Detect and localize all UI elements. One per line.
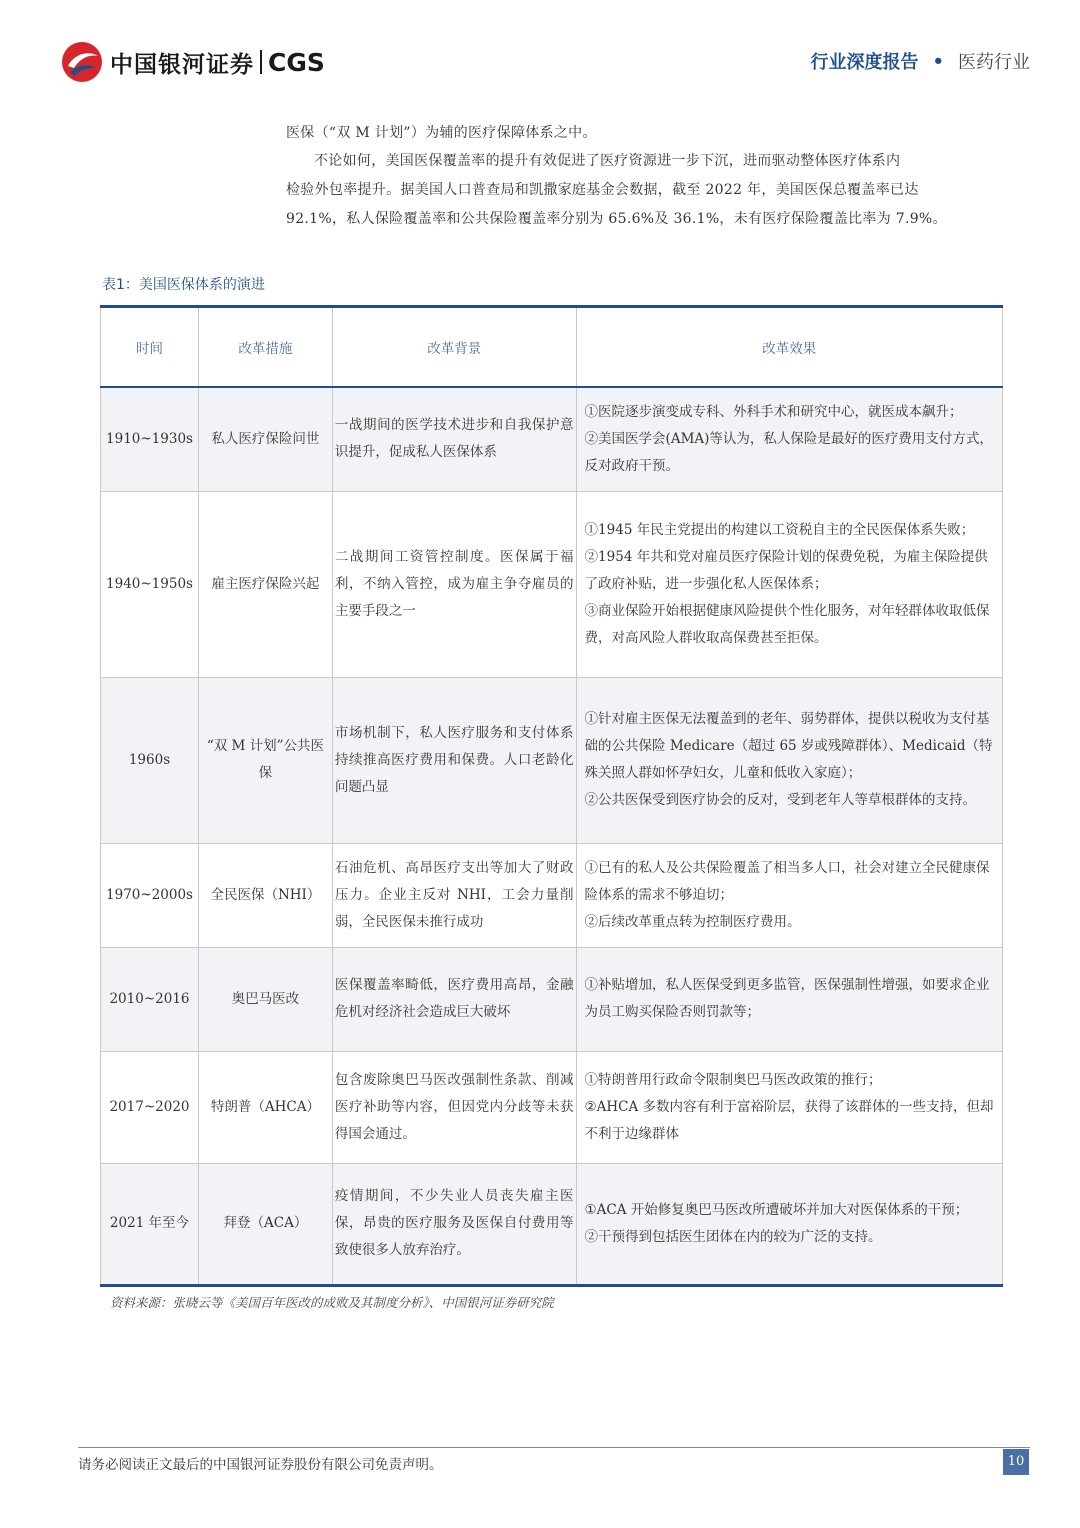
cell-background: 石油危机、高昂医疗支出等加大了财政压力。企业主反对 NHI，工会力量削弱，全民医保未推行成功 — [332, 843, 576, 947]
column-header: 改革背景 — [332, 307, 576, 388]
cell-measure: 拜登（ACA） — [198, 1163, 332, 1285]
table-row — [101, 1051, 1003, 1163]
effect-item: ②干预得到包括医生团体在内的较为广泛的支持。 — [584, 1228, 882, 1245]
cell-measure: 特朗普（AHCA） — [198, 1051, 332, 1163]
cell-background: 市场机制下，私人医疗服务和支付体系持续推高医疗费用和保费。人口老龄化问题凸显 — [332, 677, 576, 843]
effect-item: ②美国医学会(AMA)等认为，私人保险是最好的医疗费用支付方式，反对政府干预。 — [584, 430, 993, 474]
cell-effect — [576, 843, 1002, 947]
effect-item: ①1945 年民主党提出的构建以工资税自主的全民医保体系失败； — [584, 521, 975, 538]
effect-item: ①针对雇主医保无法覆盖到的老年、弱势群体，提供以税收为支付基础的公共保险 Medicare（超过 65 岁或残障群体）、Medicaid（特殊关照人群如怀孕妇女，儿童和低收入家庭）； — [584, 711, 993, 781]
cell-effect — [576, 1163, 1002, 1285]
cell-background: 二战期间工资管控制度。医保属于福利，不纳入管控，成为雇主争夺雇员的主要手段之一 — [332, 491, 576, 677]
table-title: 表1：美国医保体系的演进 — [102, 277, 265, 293]
table-row — [101, 947, 1003, 1051]
cell-time: 2010~2016 — [101, 947, 199, 1051]
table-source-note: 资料来源：张晓云等《美国百年医改的成败及其制度分析》、中国银河证券研究院 — [110, 1295, 554, 1310]
effect-item: ②后续改革重点转为控制医疗费用。 — [584, 913, 801, 930]
cell-effect — [576, 677, 1002, 843]
cell-effect — [576, 491, 1002, 677]
paragraph-line: 92.1%，私人保险覆盖率和公共保险覆盖率分别为 65.6%及 36.1%，未有医疗保险覆盖比率为 7.9%。 — [286, 211, 947, 227]
table-row — [101, 491, 1003, 677]
cell-background: 医保覆盖率畸低，医疗费用高昂，金融危机对经济社会造成巨大破坏 — [332, 947, 576, 1051]
page-header — [60, 40, 1030, 84]
column-header: 改革措施 — [198, 307, 332, 388]
table-row — [101, 387, 1003, 491]
header-separator: • — [932, 50, 944, 72]
cell-effect — [576, 947, 1002, 1051]
cell-measure: 私人医疗保险问世 — [198, 387, 332, 491]
paragraph-line: 检验外包率提升。据美国人口普查局和凯撒家庭基金会数据，截至 2022 年，美国医保总覆盖率已达 — [286, 182, 919, 198]
cell-effect — [576, 387, 1002, 491]
company-logo — [60, 40, 325, 84]
effect-item: ②1954 年共和党对雇员医疗保险计划的保费免税，为雇主保险提供了政府补贴，进一步强化私人医保体系； — [584, 548, 988, 592]
cell-effect — [576, 1051, 1002, 1163]
cell-background: 疫情期间，不少失业人员丧失雇主医保，昂贵的医疗服务及医保自付费用等致使很多人放弃治疗。 — [332, 1163, 576, 1285]
cell-measure: 雇主医疗保险兴起 — [198, 491, 332, 677]
cell-background: 一战期间的医学技术进步和自我保护意识提升，促成私人医保体系 — [332, 387, 576, 491]
effect-item: ①ACA 开始修复奥巴马医改所遭破坏并加大对医保体系的干预； — [584, 1201, 969, 1218]
paragraph-line: 不论如何，美国医保覆盖率的提升有效促进了医疗资源进一步下沉，进而驱动整体医疗体系内 — [314, 153, 901, 169]
effect-item: ②公共医保受到医疗协会的反对，受到老年人等草根群体的支持。 — [584, 792, 977, 808]
industry-label: 医药行业 — [958, 52, 1030, 73]
effect-item: ①已有的私人及公共保险覆盖了相当多人口，社会对建立全民健康保险体系的需求不够迫切； — [584, 859, 990, 903]
cell-time: 1960s — [101, 677, 199, 843]
table-row — [101, 1163, 1003, 1285]
cell-time: 1940~1950s — [101, 491, 199, 677]
cell-time: 1970~2000s — [101, 843, 199, 947]
cell-measure: 奥巴马医改 — [198, 947, 332, 1051]
report-category — [810, 48, 1030, 74]
logo-chinese-name: 中国银河证券 — [110, 51, 254, 78]
effect-item: ①医院逐步演变成专科、外科手术和研究中心，就医成本飙升； — [584, 403, 963, 420]
paragraph-continuation: 医保（“双 M 计划”）为辅的医疗保障体系之中。 — [286, 125, 597, 141]
effect-item: ①补贴增加，私人医保受到更多监管，医保强制性增强，如要求企业为员工购买保险否则罚款等； — [584, 977, 990, 1020]
logo-divider — [260, 50, 262, 74]
reform-table — [100, 305, 1003, 1287]
page-number: 10 — [1003, 1449, 1029, 1475]
effect-item: ①特朗普用行政命令限制奥巴马医改政策的推行； — [584, 1071, 882, 1088]
cell-measure: “双 M 计划”公共医保 — [198, 677, 332, 843]
logo-english-name: CGS — [268, 47, 325, 77]
table-header-row — [101, 307, 1003, 388]
cell-time: 2021 年至今 — [101, 1163, 199, 1285]
footer-disclaimer: 请务必阅读正文最后的中国银河证券股份有限公司免责声明。 — [78, 1457, 443, 1473]
effect-item: ③商业保险开始根据健康风险提供个性化服务，对年轻群体收取低保费，对高风险人群收取高保费甚至拒保。 — [584, 602, 990, 646]
column-header: 时间 — [101, 307, 199, 388]
report-type: 行业深度报告 — [810, 52, 919, 73]
column-header: 改革效果 — [576, 307, 1002, 388]
cell-time: 1910~1930s — [101, 387, 199, 491]
cell-measure: 全民医保（NHI） — [198, 843, 332, 947]
table-row — [101, 677, 1003, 843]
footer-divider — [78, 1447, 1030, 1448]
paragraph-coverage — [286, 147, 1030, 234]
cell-background: 包含废除奥巴马医改强制性条款、削减医疗补助等内容，但因党内分歧等未获得国会通过。 — [332, 1051, 576, 1163]
cell-time: 2017~2020 — [101, 1051, 199, 1163]
cgs-logo-icon — [60, 40, 104, 84]
table-row — [101, 843, 1003, 947]
effect-item: ②AHCA 多数内容有利于富裕阶层，获得了该群体的一些支持，但却不利于边缘群体 — [584, 1098, 994, 1142]
